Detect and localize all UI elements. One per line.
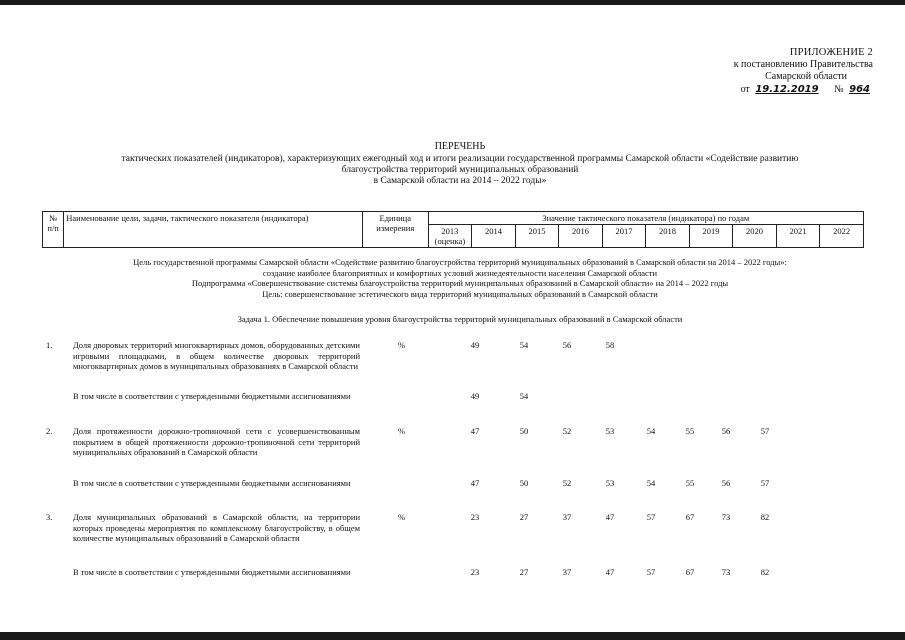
row-value: 57 — [646, 567, 656, 577]
row-unit: % — [398, 512, 406, 522]
row-value: 57 — [760, 478, 770, 488]
header-year: 2014 — [472, 225, 516, 248]
handwritten-date: 19.12.2019 — [755, 84, 819, 95]
document-title-line-1: тактических показателей (индикаторов), характеризующих ежегодный ход и итоги реализации государственной программы Самарской области «Содействие развитию — [121, 154, 799, 164]
row-value: 47 — [605, 512, 615, 522]
row-name: Доля муниципальных образований в Самарской области, на территории которых проведены мероприятия по комплексному благоустройству, в общем количестве муниципальных образований в Самарской области — [73, 512, 360, 543]
header-name: Наименование цели, задачи, тактического показателя (индикатора) — [64, 212, 363, 248]
document-heading: ПЕРЕЧЕНЬ — [434, 141, 486, 152]
row-value: 73 — [721, 567, 731, 577]
appendix-line-2: Самарской области — [765, 71, 847, 82]
header-number-label: № — [49, 213, 58, 223]
header-unit-sub: измерения — [376, 223, 415, 233]
row-name: Доля протяженности дорожно-тропиночной сети с усовершенствованным покрытием в общей протяженности дорожно-тропиночной сети территорий муниципальных образований в Самарской области — [73, 426, 360, 457]
handwritten-number: 964 — [849, 84, 870, 95]
row-value: 67 — [685, 567, 695, 577]
row-unit: % — [398, 426, 406, 436]
header-number-sub: п/п — [47, 223, 59, 233]
date-prefix: от — [740, 84, 750, 95]
row-value: 37 — [562, 512, 572, 522]
appendix-date-line — [734, 84, 873, 96]
header-year: 2021 — [776, 225, 820, 248]
goal-line-1: Цель государственной программы Самарской области «Содействие развитию благоустройства территорий муниципальных образований в Самарской области на 2014 – 2022 годы»: — [133, 257, 787, 267]
row-value: 47 — [470, 426, 480, 436]
row-value: 47 — [470, 478, 480, 488]
appendix-block — [734, 47, 873, 96]
row-value: 67 — [685, 512, 695, 522]
row-name: Доля дворовых территорий многоквартирных домов, оборудованных детскими игровыми площадками, в общем количестве дворовых территорий многоквартирных домов в муниципальных образованиях в Самарской области — [73, 340, 360, 371]
header-year-2013-note: (оценка) — [434, 236, 466, 246]
appendix-line-1: к постановлению Правительства — [733, 59, 873, 70]
row-number: 3. — [46, 512, 53, 522]
program-goal — [60, 257, 860, 299]
indicator-table-header — [42, 211, 864, 248]
scan-border-top — [0, 0, 905, 5]
header-year: 2015 — [515, 225, 559, 248]
header-year: 2017 — [602, 225, 646, 248]
goal-line-4: Цель: совершенствование эстетического вида территорий муниципальных образований в Самарской области — [262, 288, 658, 299]
header-values-title: Значение тактического показателя (индикатора) по годам — [428, 212, 863, 225]
row-value: 55 — [685, 478, 695, 488]
header-year: 2022 — [820, 225, 864, 248]
row-value: 56 — [721, 478, 731, 488]
row-value: 49 — [470, 340, 480, 350]
row-value: 50 — [519, 426, 529, 436]
row-value: 73 — [721, 512, 731, 522]
row-value: 53 — [605, 426, 615, 436]
row-value: 47 — [605, 567, 615, 577]
document-title-line-3: в Самарской области на 2014 – 2022 годы» — [373, 176, 547, 186]
header-year-2013 — [428, 225, 472, 248]
header-year: 2016 — [559, 225, 603, 248]
goal-line-3: Подпрограмма «Совершенствование системы благоустройства территорий муниципальных образований в Самарской области» на 2014 – 2022 годы — [191, 278, 729, 288]
document-title — [60, 141, 860, 187]
header-year: 2020 — [733, 225, 777, 248]
row-value: 82 — [760, 567, 770, 577]
row-name: В том числе в соответствии с утвержденными бюджетными ассигнованиями — [73, 567, 351, 577]
row-value: 27 — [519, 567, 529, 577]
row-value: 54 — [519, 391, 529, 401]
goal-line-2: создание наиболее благоприятных и комфортных условий жизнедеятельности населения Самарской области — [262, 267, 658, 278]
appendix-title: ПРИЛОЖЕНИЕ 2 — [789, 47, 873, 58]
row-value: 52 — [562, 426, 572, 436]
row-unit: % — [398, 340, 406, 350]
row-number: 2. — [46, 426, 53, 436]
row-value: 56 — [562, 340, 572, 350]
row-name: В том числе в соответствии с утвержденными бюджетными ассигнованиями — [73, 391, 351, 401]
row-value: 37 — [562, 567, 572, 577]
row-value: 54 — [646, 478, 656, 488]
header-year: 2018 — [646, 225, 690, 248]
row-value: 55 — [685, 426, 695, 436]
row-value: 57 — [646, 512, 656, 522]
row-value: 57 — [760, 426, 770, 436]
row-value: 52 — [562, 478, 572, 488]
row-value: 56 — [721, 426, 731, 436]
row-value: 82 — [760, 512, 770, 522]
row-value: 23 — [470, 567, 480, 577]
document-title-line-2: благоустройства территорий муниципальных образований — [341, 165, 579, 175]
header-unit-label: Единица — [379, 213, 412, 223]
task-heading: Задача 1. Обеспечение повышения уровня благоустройства территорий муниципальных образований в Самарской области — [237, 314, 683, 324]
header-unit — [362, 212, 428, 248]
row-value: 49 — [470, 391, 480, 401]
row-number: 1. — [46, 340, 53, 350]
header-year: 2019 — [689, 225, 733, 248]
row-value: 23 — [470, 512, 480, 522]
header-year-2013-label: 2013 — [441, 226, 459, 236]
row-value: 54 — [519, 340, 529, 350]
row-value: 53 — [605, 478, 615, 488]
row-value: 27 — [519, 512, 529, 522]
scan-border-bottom — [0, 632, 905, 640]
number-prefix: № — [834, 84, 844, 95]
row-value: 54 — [646, 426, 656, 436]
row-name: В том числе в соответствии с утвержденными бюджетными ассигнованиями — [73, 478, 351, 488]
header-number — [43, 212, 64, 248]
row-value: 50 — [519, 478, 529, 488]
row-value: 58 — [605, 340, 615, 350]
